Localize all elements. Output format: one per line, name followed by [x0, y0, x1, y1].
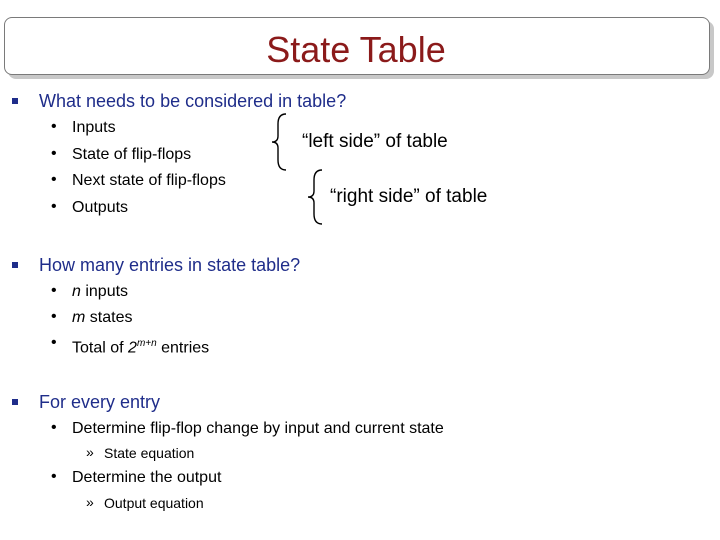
- section2-item3-bullet: •: [51, 334, 57, 351]
- section1-item4: Outputs: [72, 199, 129, 216]
- section2-item3: [72, 334, 209, 358]
- section1-item3-bullet: •: [51, 171, 57, 188]
- section1-item3: Next state of flip-flops: [72, 172, 226, 189]
- section2-item2-text: states: [85, 309, 133, 326]
- section3-sub2: Output equation: [104, 495, 204, 511]
- section1-item4-bullet: •: [51, 198, 57, 215]
- section3-item1: Determine flip-flop change by input and current state: [72, 420, 444, 437]
- section3-sub2-marker: »: [86, 494, 94, 510]
- section1-item1: Inputs: [72, 119, 116, 136]
- section3-sub1-marker: »: [86, 444, 94, 460]
- section3-item2: Determine the output: [72, 469, 222, 486]
- section2-item1: [72, 282, 128, 302]
- section1-item2-bullet: •: [51, 145, 57, 162]
- section2-heading: How many entries in state table?: [39, 255, 301, 275]
- section2-item2-var: m: [72, 309, 86, 326]
- section2-item3-post: entries: [156, 339, 210, 357]
- left-side-brace: [272, 112, 296, 172]
- section2-item1-bullet: •: [51, 282, 57, 299]
- section3-item2-bullet: •: [51, 468, 57, 485]
- section2-item2-bullet: •: [51, 308, 57, 325]
- section2-item3-pre: Total of: [72, 339, 129, 357]
- right-side-brace: [306, 168, 328, 226]
- left-side-label: “left side” of table: [302, 131, 448, 152]
- right-side-label: “right side” of table: [330, 186, 488, 207]
- slide-title: State Table: [266, 29, 446, 70]
- section1-bullet: [12, 98, 18, 104]
- section2-bullet: [12, 262, 18, 268]
- section1-item2: State of flip-flops: [72, 146, 192, 163]
- section3-sub1: State equation: [104, 445, 195, 461]
- section1-heading: What needs to be considered in table?: [39, 91, 347, 111]
- section2-item1-text: inputs: [80, 283, 129, 300]
- section1-item1-bullet: •: [51, 118, 57, 135]
- section3-bullet: [12, 399, 18, 405]
- section2-item3-exp: m+n: [136, 338, 157, 349]
- section2-item3-base: 2: [128, 339, 137, 357]
- section2-item1-var: n: [72, 283, 81, 300]
- section3-item1-bullet: •: [51, 419, 57, 436]
- section3-heading: For every entry: [39, 392, 161, 412]
- section2-item2: [72, 308, 132, 328]
